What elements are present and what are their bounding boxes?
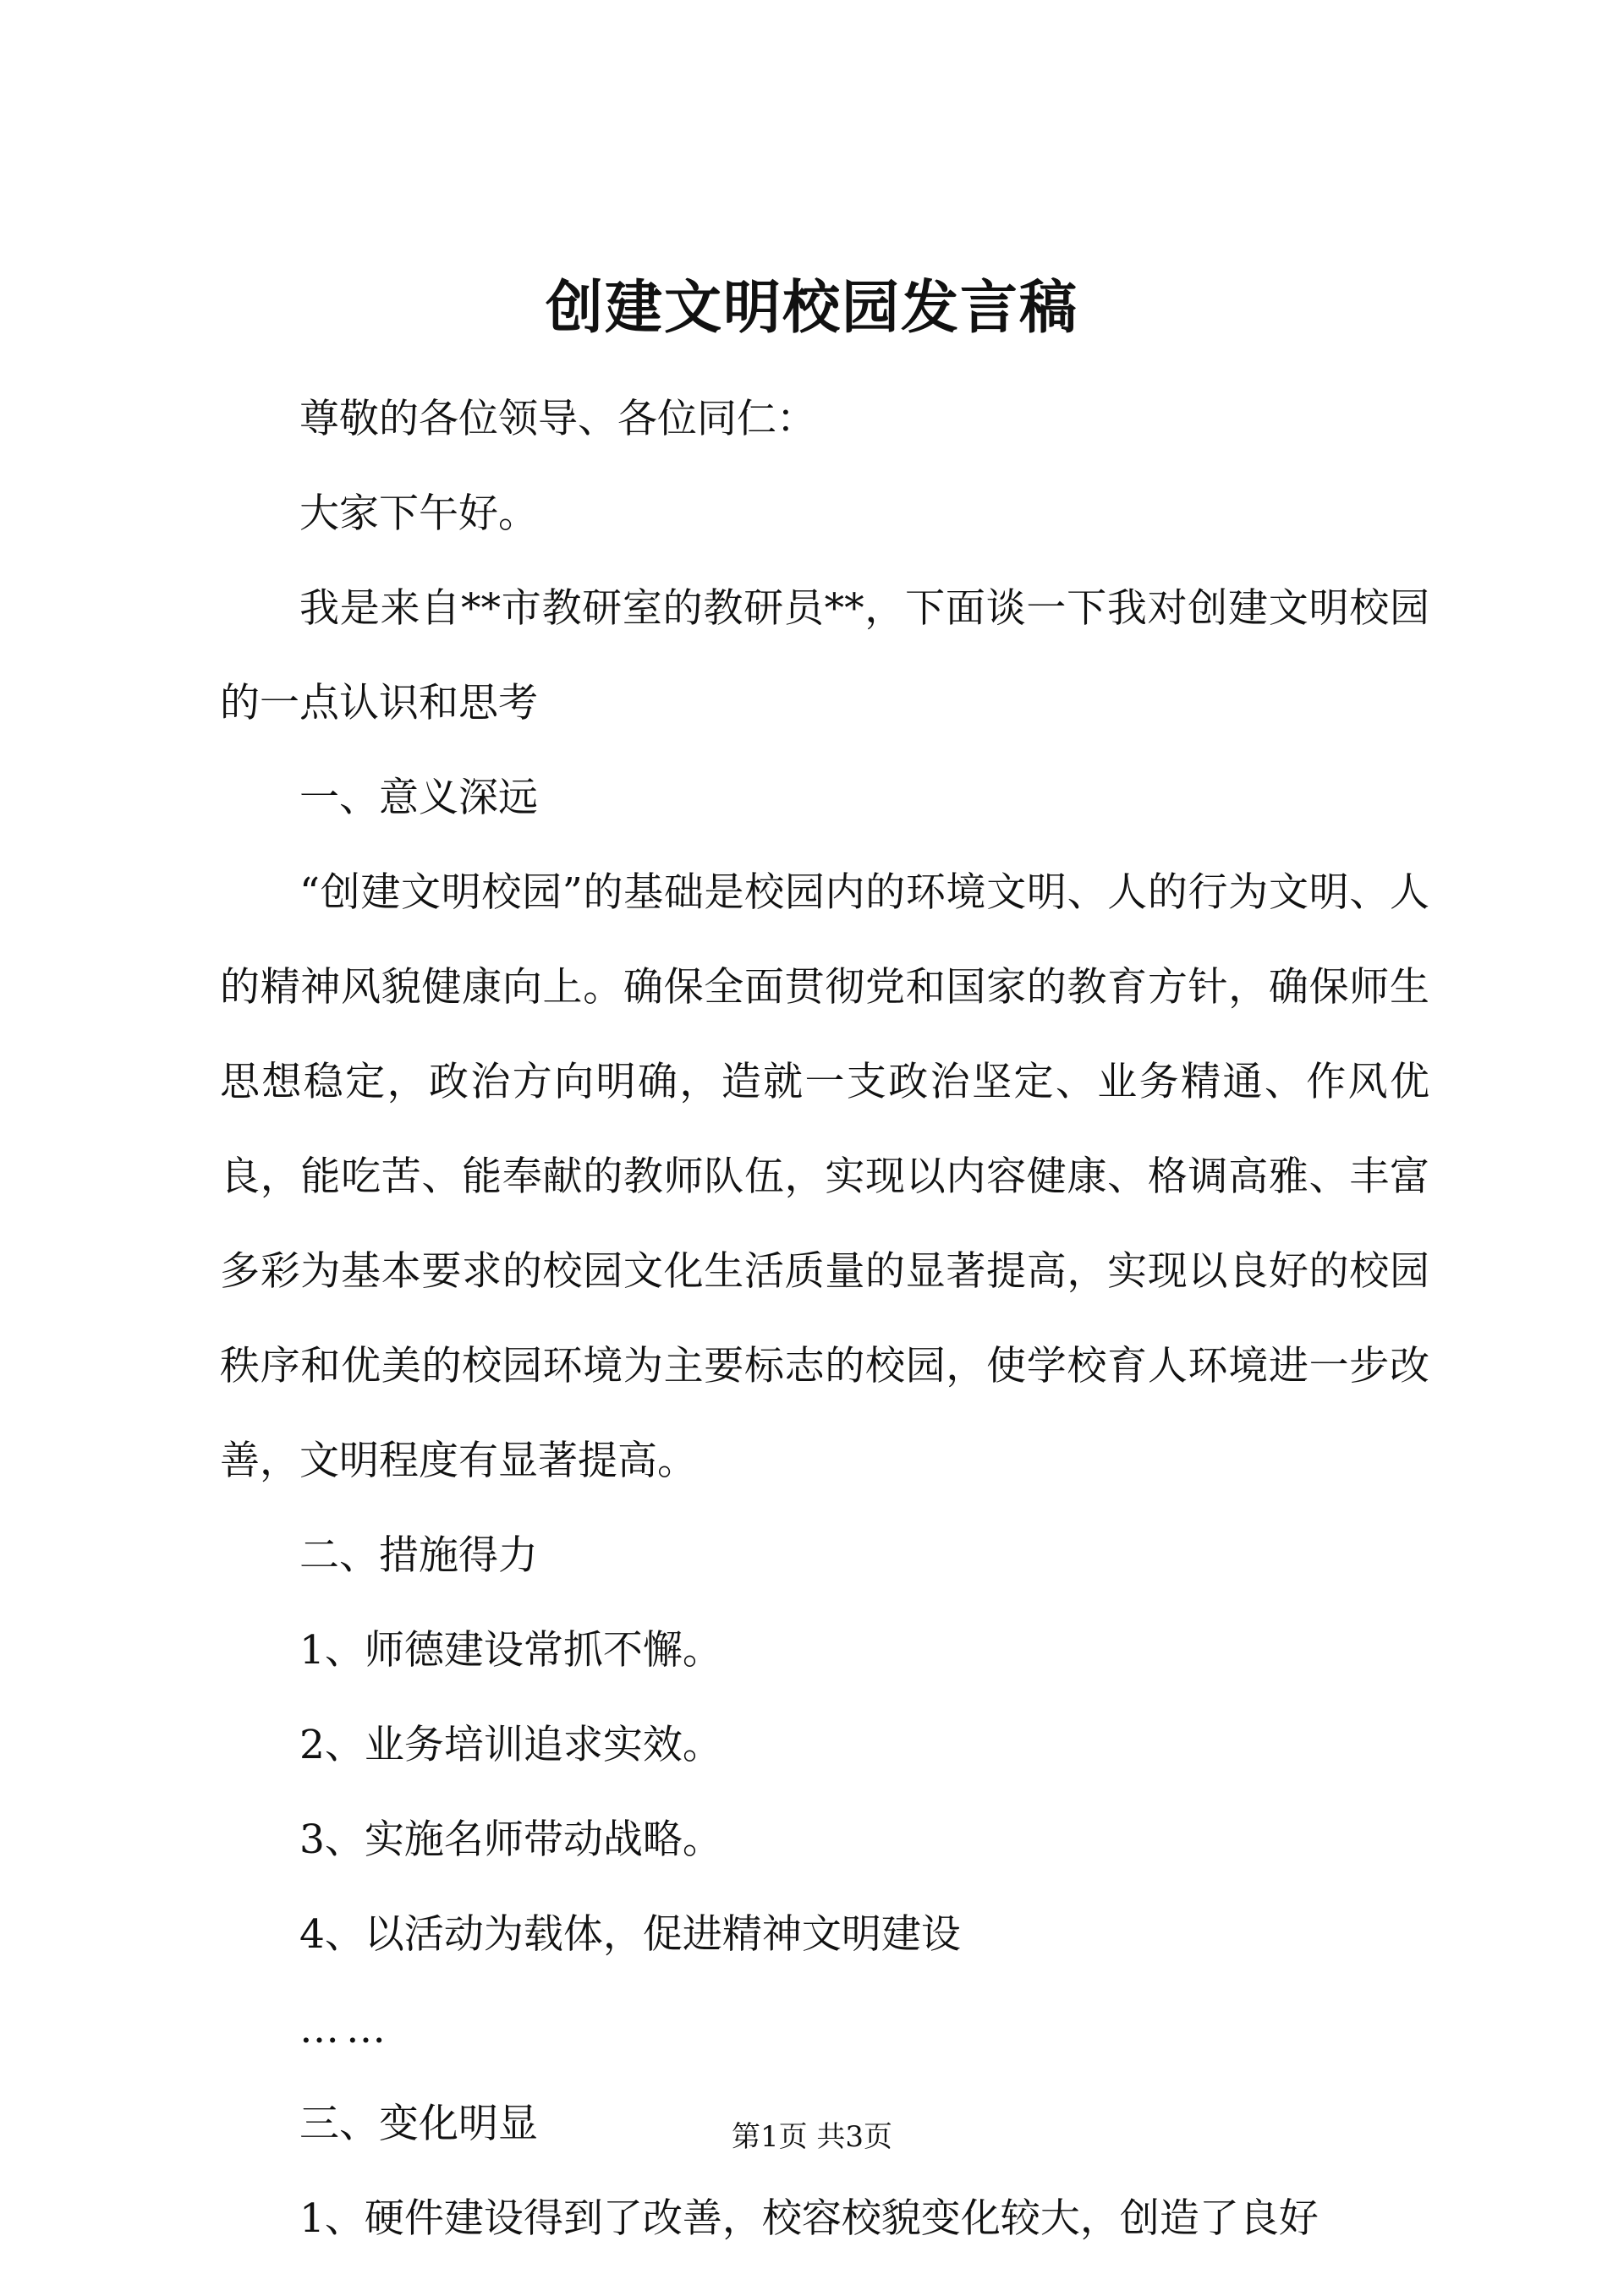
document-title: 创建文明校园发言稿: [545, 274, 1078, 342]
list-item-measure-3: 3、实施名师带动战略。: [299, 1817, 722, 1863]
section-heading-3: 三、变化明显: [299, 2101, 538, 2147]
section-heading-1: 一、意义深远: [299, 775, 538, 821]
paragraph-greeting: 大家下午好。: [299, 490, 538, 537]
list-item-measure-2: 2、业务培训追求实效。: [299, 1722, 722, 1768]
paragraph-introduction: 我是来自**市教研室的教研员**，下面谈一下我对创建文明校园的一点认识和思考: [220, 585, 1429, 726]
document-body: [220, 372, 1429, 2266]
paragraph-significance: “创建文明校园”的基础是校园内的环境文明、人的行为文明、人的精神风貌健康向上。确保全面贯彻党和国家的教育方针，确保师生思想稳定，政治方向明确，造就一支政治坚定、业务精通、作风优良，能吃苦、能奉献的教师队伍，实现以内容健康、格调高雅、丰富多彩为基本要求的校园文化生活质量的显著提高，实现以良好的校园秩序和优美的校园环境为主要标志的校园，使学校育人环境进一步改善，文明程度有显著提高。: [220, 869, 1429, 1484]
paragraph-salutation: 尊敬的各位领导、各位同仁：: [299, 396, 816, 442]
list-item-change-1: 1、硬件建设得到了改善，校容校貌变化较大，创造了良好: [299, 2195, 1319, 2242]
list-item-measure-4: 4、以活动为载体，促进精神文明建设: [299, 1911, 961, 1958]
ellipsis-line: ……: [299, 2006, 392, 2052]
section-heading-2: 二、措施得力: [299, 1532, 538, 1579]
list-item-measure-1: 1、师德建设常抓不懈。: [299, 1627, 722, 1674]
page-number-footer: 第1页 共3页: [731, 2120, 893, 2154]
